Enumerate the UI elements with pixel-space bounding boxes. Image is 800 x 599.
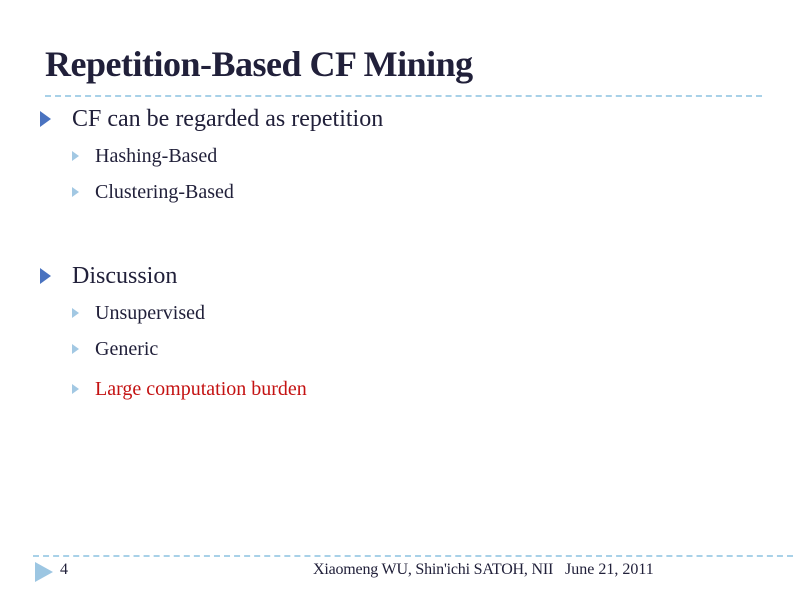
bullet-item — [40, 100, 756, 138]
page-number: 4 — [60, 561, 68, 578]
sub-bullet-item — [72, 331, 756, 367]
sub-bullet-label: Generic — [95, 337, 159, 360]
sub-bullet-label-emphasis: Large computation burden — [95, 377, 307, 400]
title-underline — [45, 95, 762, 97]
bullet-triangle-icon — [40, 268, 51, 284]
footer-triangle-icon — [35, 562, 53, 582]
bullet-item — [40, 257, 756, 295]
slide-title: Repetition-Based CF Mining — [45, 44, 473, 84]
sub-bullet-triangle-icon — [72, 151, 79, 161]
bullet-list — [36, 100, 756, 407]
section-gap — [36, 210, 756, 257]
sub-bullet-item — [72, 174, 756, 210]
sub-bullet-item — [72, 138, 756, 174]
sub-bullet-item — [72, 295, 756, 331]
bullet-label: Discussion — [72, 262, 178, 289]
sub-bullet-triangle-icon — [72, 344, 79, 354]
sub-bullet-triangle-icon — [72, 308, 79, 318]
sub-bullet-label: Unsupervised — [95, 301, 205, 324]
sub-bullet-item-emphasis — [72, 371, 756, 407]
footer-date: June 21, 2011 — [565, 561, 654, 578]
bullet-triangle-icon — [40, 111, 51, 127]
bullet-label: CF can be regarded as repetition — [72, 105, 384, 132]
footer-divider — [33, 555, 793, 557]
sub-bullet-triangle-icon — [72, 187, 79, 197]
sub-bullet-label: Clustering-Based — [95, 180, 234, 203]
footer-author: Xiaomeng WU, Shin'ichi SATOH, NII — [313, 561, 554, 578]
sub-bullet-triangle-icon — [72, 384, 79, 394]
sub-bullet-label: Hashing-Based — [95, 144, 218, 167]
